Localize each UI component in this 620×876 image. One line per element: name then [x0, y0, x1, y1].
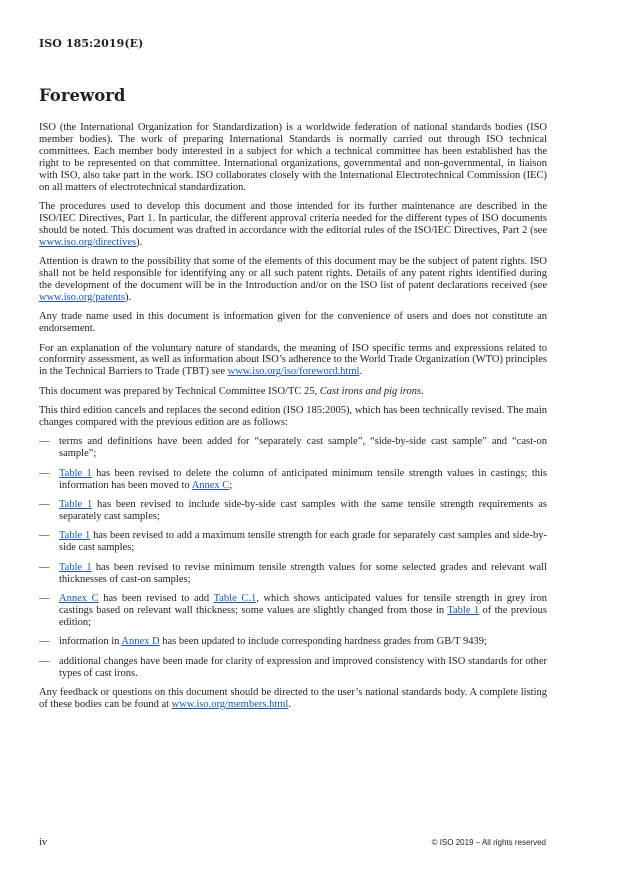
document-identifier: ISO 185:2019(E) — [39, 37, 144, 50]
dash-marker: — — [39, 593, 50, 604]
paragraph-text-end: ). — [125, 291, 132, 303]
list-item-text: has been revised to delete the column of anticipated minimum tensile strength values in castings; this information has been moved to — [59, 467, 547, 491]
paragraph-text-end: . — [359, 366, 363, 378]
changes-list — [39, 436, 547, 679]
list-item-text: has been revised to revise minimum tensile strength values for some selected grades and relevant wall thicknesses of cast-on samples; — [59, 561, 547, 585]
paragraph-edition: This third edition cancels and replaces the second edition (ISO 185:2005), which has been technically revised. The main changes compared with the previous edition are as follows: — [39, 405, 547, 429]
paragraph-trade-name: Any trade name used in this document is information given for the convenience of users and does not constitute an endorsement. — [39, 311, 547, 335]
list-item — [39, 636, 547, 648]
list-item-text: has been revised to add — [98, 593, 214, 604]
paragraph-text: Any feedback or questions on this document should be directed to the user’s national standards body. A complete listing of these bodies can be found at — [39, 686, 547, 710]
link-table-c1[interactable]: Table C.1 — [213, 593, 257, 604]
dash-marker: — — [39, 499, 50, 511]
dash-marker: — — [39, 636, 50, 648]
link-table-1[interactable]: Table 1 — [59, 467, 92, 479]
link-table-1[interactable]: Table 1 — [59, 530, 91, 542]
dash-marker: — — [39, 561, 50, 573]
paragraph-patents — [39, 256, 547, 304]
page-title: Foreword — [39, 86, 126, 105]
committee-title: Cast irons and pig irons — [319, 385, 422, 397]
list-item — [39, 436, 547, 460]
link-table-1[interactable]: Table 1 — [447, 604, 480, 616]
foreword-body — [39, 122, 547, 711]
paragraph-feedback — [39, 687, 547, 711]
list-item-text: terms and definitions have been added for “separately cast sample”, “side-by-side cast sample” and “cast-on sample”; — [59, 436, 547, 460]
link-table-1[interactable]: Table 1 — [59, 499, 93, 511]
link-annex-d[interactable]: Annex D — [121, 636, 160, 648]
list-item-text-end: ; — [229, 479, 233, 491]
link-directives[interactable]: www.iso.org/directives — [39, 236, 137, 248]
list-item-text-end: has been updated to include corresponding hardness grades from GB/T 9439; — [159, 636, 487, 648]
list-item — [39, 562, 547, 586]
paragraph-iso-intro: ISO (the International Organization for Standardization) is a worldwide federation of national standards bodies (ISO member bodies). The work of preparing International Standards is normally carried out through ISO technical committees. Each member body interested in a subject for which a technical committee has been established has the right to be represented on that committee. International organizations, governmental and non-governmental, in liaison with ISO, also take part in the work. ISO collaborates closely with the International Electrotechnical Commission (IEC) on all matters of electrotechnical standardization. — [39, 122, 547, 193]
page-number: iv — [39, 837, 48, 848]
paragraph-committee — [39, 386, 547, 398]
link-members[interactable]: www.iso.org/members.html — [171, 698, 289, 710]
link-table-1[interactable]: Table 1 — [59, 561, 92, 573]
list-item — [39, 530, 547, 554]
copyright-notice: © ISO 2019 – All rights reserved — [431, 838, 546, 847]
paragraph-procedures — [39, 201, 547, 249]
list-item — [39, 593, 547, 629]
dash-marker: — — [39, 467, 50, 479]
dash-marker: — — [39, 436, 50, 448]
paragraph-text: Attention is drawn to the possibility that some of the elements of this document may be the subject of patent rights. ISO shall not be held responsible for identifying any or all such patent rights. Details of any patent rights identified during the development of the document will be in the Introduction and/or on the ISO list of patent declarations received (see — [39, 256, 547, 291]
paragraph-text: For an explanation of the voluntary nature of standards, the meaning of ISO specific terms and expressions related to conformity assessment, as well as information about ISO’s adherence to the World Trade Organization (WTO) principles in the Technical Barriers to Trade (TBT) see — [39, 342, 547, 378]
link-annex-c[interactable]: Annex C — [59, 593, 99, 604]
paragraph-voluntary-nature — [39, 343, 547, 379]
list-item-text: has been revised to add a maximum tensile strength for each grade for separately cast samples and side-by-side cast samples; — [59, 530, 547, 554]
link-foreword[interactable]: www.iso.org/iso/foreword.html — [227, 366, 360, 378]
list-item — [39, 468, 547, 492]
paragraph-text: This document was prepared by Technical Committee ISO/TC 25, — [39, 385, 320, 397]
list-item-text: , which shows anticipated values for tensile strength in grey iron castings based on relevant wall thickness; some values are slightly changed from those in — [59, 593, 547, 616]
paragraph-text: The procedures used to develop this document and those intended for its further maintenance are described in the ISO/IEC Directives, Part 1. In particular, the different approval criteria needed for the different types of ISO documents should be noted. This document was drafted in accordance with the editorial rules of the ISO/IEC Directives, Part 2 (see — [39, 200, 547, 236]
dash-marker: — — [39, 655, 50, 667]
list-item-text-end: of the previous edition; — [59, 604, 548, 628]
paragraph-text-end: ). — [136, 236, 143, 248]
list-item-text: information in — [59, 636, 122, 648]
link-patents[interactable]: www.iso.org/patents — [39, 291, 126, 303]
dash-marker: — — [39, 530, 50, 542]
list-item — [39, 656, 547, 680]
paragraph-text-end: . — [421, 385, 424, 397]
paragraph-text-end: . — [288, 698, 291, 710]
list-item-text: additional changes have been made for clarity of expression and improved consistency with ISO standards for other types of cast irons. — [59, 655, 547, 679]
list-item — [39, 499, 547, 523]
list-item-text: has been revised to include side-by-side cast samples with the same tensile strength requirements as separately cast samples; — [59, 499, 547, 522]
link-annex-c[interactable]: Annex C — [191, 479, 230, 491]
